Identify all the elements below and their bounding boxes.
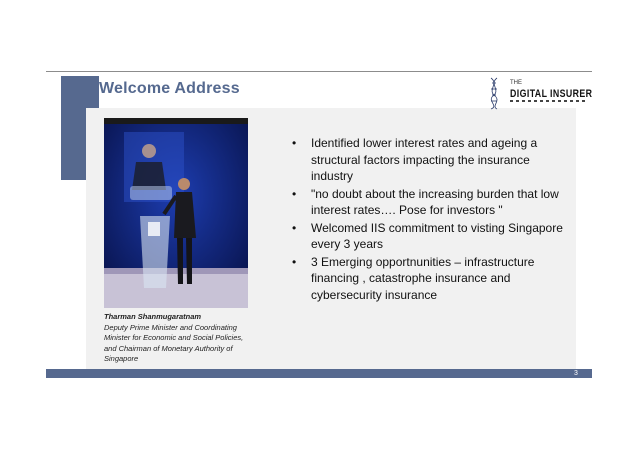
caption-role-line: Deputy Prime Minister and Coordinating bbox=[104, 322, 237, 332]
bullet-dot: • bbox=[292, 254, 297, 269]
caption-role-line: and Chairman of Monetary Authority of bbox=[104, 343, 233, 353]
bullet-text: Identified lower interest rates and ageing a structural factors impacting the insurance industry bbox=[311, 136, 538, 183]
page-number: 3 bbox=[574, 370, 578, 377]
speaker-photo bbox=[104, 118, 248, 308]
bullet-text: "no doubt about the increasing burden that low interest rates…. Pose for investors " bbox=[311, 186, 559, 217]
bullet-text: Welcomed IIS commitment to visting Singapore every 3 years bbox=[311, 220, 563, 251]
accent-bar-horizontal bbox=[61, 76, 99, 108]
photo-caption bbox=[104, 312, 264, 365]
bullet-text: 3 Emerging opportnunities – infrastructure financing , catastrophe insurance and cybersecurity insurance bbox=[311, 254, 535, 302]
caption-role-line: Minister for Economic and Social Policies, bbox=[104, 333, 244, 342]
slide-title: Welcome Address bbox=[99, 80, 240, 97]
caption-name: Tharman Shanmugaratnam bbox=[104, 312, 202, 321]
bullet-dot: • bbox=[292, 136, 297, 150]
bullet-item bbox=[292, 186, 572, 219]
caption-role-line: Singapore bbox=[104, 354, 139, 363]
bullet-list bbox=[292, 135, 572, 304]
logo-main-text: DIGITAL INSURER bbox=[510, 88, 593, 100]
footer-bar bbox=[46, 369, 592, 378]
bullet-item bbox=[292, 135, 572, 185]
bullet-item bbox=[292, 254, 572, 304]
bullet-item bbox=[292, 220, 572, 253]
bullet-dot: • bbox=[292, 186, 297, 201]
logo-small-text: THE bbox=[510, 80, 522, 86]
logo-tagline bbox=[510, 100, 588, 102]
bullet-dot: • bbox=[292, 220, 297, 235]
top-divider bbox=[46, 71, 592, 72]
